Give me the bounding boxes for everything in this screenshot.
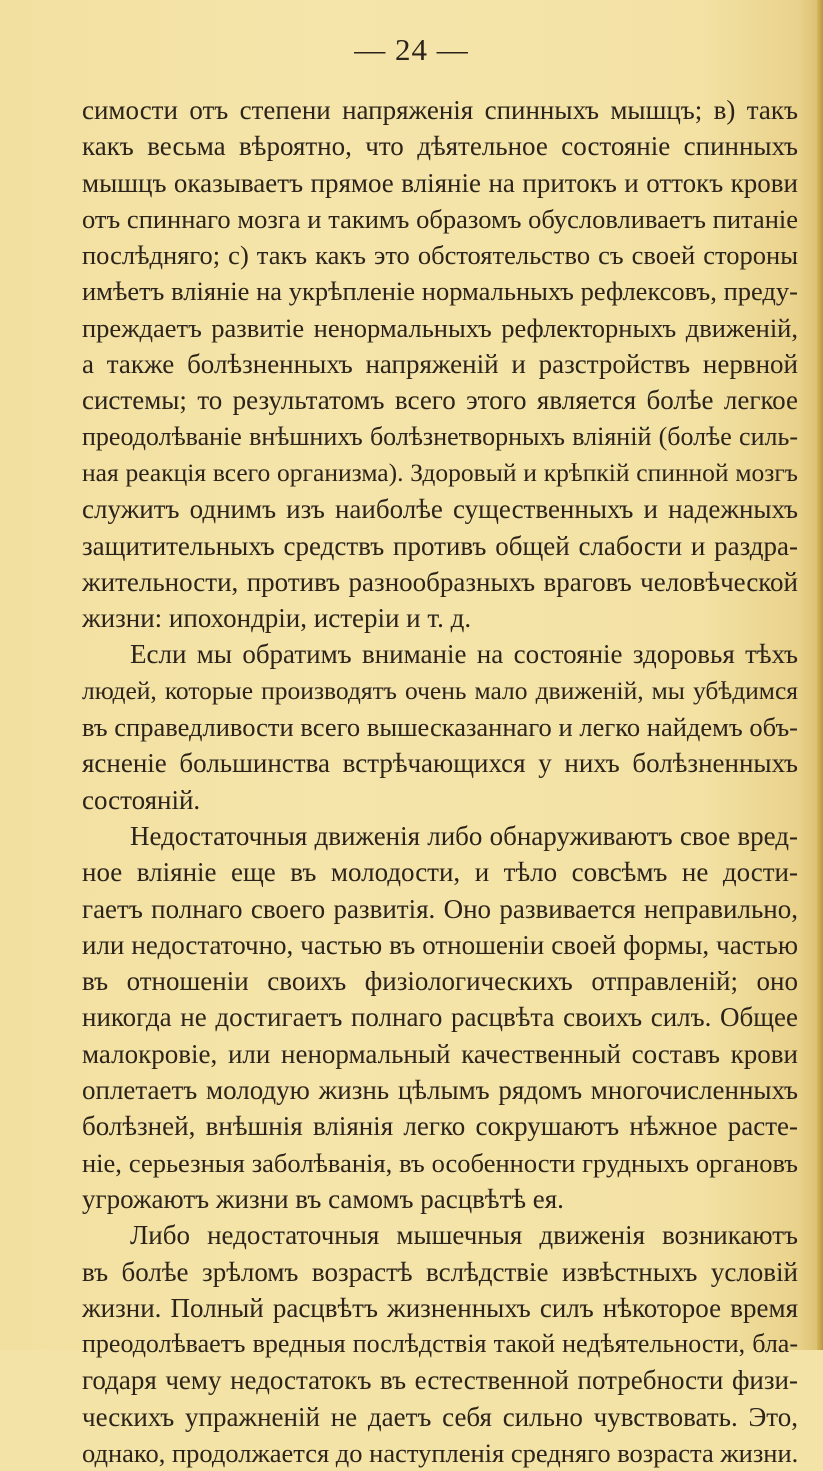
text-line: имѣетъ вліяніе на укрѣпленіе нормальныхъ рефлексовъ, преду- — [82, 276, 798, 307]
text-line: мышцъ оказываетъ прямое вліяніе на притокъ и оттокъ крови — [82, 167, 798, 198]
text-line: гаетъ полнаго своего развитія. Оно развивается неправильно, — [82, 893, 798, 924]
text-line: системы; то результатомъ всего этого является болѣе легкое — [82, 385, 798, 416]
text-line: ное вліяніе еще въ молодости, и тѣло совсѣмъ не дости- — [82, 857, 798, 888]
text-line: въ болѣе зрѣломъ возрастѣ вслѣдствіе извѣстныхъ условій — [82, 1256, 798, 1287]
text-line: жительности, противъ разнообразныхъ враговъ человѣческой — [82, 566, 798, 597]
text-line: преодолѣваніе внѣшнихъ болѣзнетворныхъ вліяній (болѣе силь- — [82, 421, 798, 451]
text-line: защитительныхъ средствъ противъ общей слабости и раздра- — [82, 530, 798, 561]
text-line: послѣдняго; с) такъ какъ это обстоятельство съ своей стороны — [82, 240, 798, 271]
text-line: отъ спиннаго мозга и такимъ образомъ обусловливаетъ питаніе — [82, 203, 798, 234]
text-line: преждаетъ развитіе ненормальныхъ рефлекторныхъ движеній, — [82, 312, 798, 343]
text-line: годаря чему недостатокъ въ естественной потребности физи- — [82, 1365, 798, 1396]
text-line: Либо недостаточныя мышечныя движенія возникаютъ — [130, 1220, 798, 1251]
text-line: людей, которые производятъ очень мало движеній, мы убѣдимся — [82, 675, 798, 705]
text-line: въ отношеніи своихъ физіологическихъ отправленій; оно — [82, 966, 798, 997]
text-line: Недостаточныя движенія либо обнаруживаютъ свое вред- — [130, 820, 798, 851]
text-line: или недостаточно, частью въ отношеніи своей формы, частью — [82, 929, 798, 960]
text-line: а также болѣзненныхъ напряженій и разстройствъ нервной — [82, 349, 798, 380]
text-line: жизни: ипохондріи, истеріи и т. д. — [82, 603, 472, 634]
text-line: болѣзней, внѣшнія вліянія легко сокрушаютъ нѣжное расте- — [82, 1111, 798, 1142]
text-line: преодолѣваетъ вредныя послѣдствія такой недѣятельности, бла- — [82, 1329, 798, 1359]
text-line: жизни. Полный расцвѣтъ жизненныхъ силъ нѣкоторое время — [82, 1292, 798, 1323]
text-line: угрожаютъ жизни въ самомъ расцвѣтѣ ея. — [82, 1183, 564, 1214]
page-number: — 24 — — [354, 32, 469, 67]
text-line: ная реакція всего организма). Здоровый и крѣпкій спинной мозгъ — [82, 457, 798, 487]
text-line: ніе, серьезныя заболѣванія, въ особенности грудныхъ органовъ — [82, 1147, 798, 1178]
text-line: въ справедливости всего вышесказаннаго и легко найдемъ объ- — [82, 712, 798, 743]
text-line: оплетаетъ молодую жизнь цѣлымъ рядомъ многочисленныхъ — [82, 1075, 798, 1106]
page-edge — [817, 0, 823, 1350]
text-line: состояній. — [82, 784, 201, 815]
text-line: ясненіе большинства встрѣчающихся у нихъ болѣзненныхъ — [82, 748, 798, 779]
text-body — [82, 92, 798, 1471]
text-line: симости отъ степени напряженія спинныхъ мышцъ; в) такъ — [82, 95, 798, 125]
text-line: однако, продолжается до наступленія средняго возраста жизни. — [82, 1437, 798, 1468]
text-line: никогда не достигаетъ полнаго расцвѣта своихъ силъ. Общее — [82, 1002, 798, 1033]
text-line: ческихъ упражненій не даетъ себя сильно чувствовать. Это, — [82, 1401, 798, 1432]
text-line: служитъ однимъ изъ наиболѣе существенныхъ и надежныхъ — [82, 494, 798, 525]
text-line: какъ весьма вѣроятно, что дѣятельное состояніе спинныхъ — [82, 131, 798, 162]
text-line: Если мы обратимъ вниманіе на состояніе здоровья тѣхъ — [130, 639, 798, 670]
text-line: малокровіе, или ненормальный качественный составъ крови — [82, 1038, 798, 1069]
